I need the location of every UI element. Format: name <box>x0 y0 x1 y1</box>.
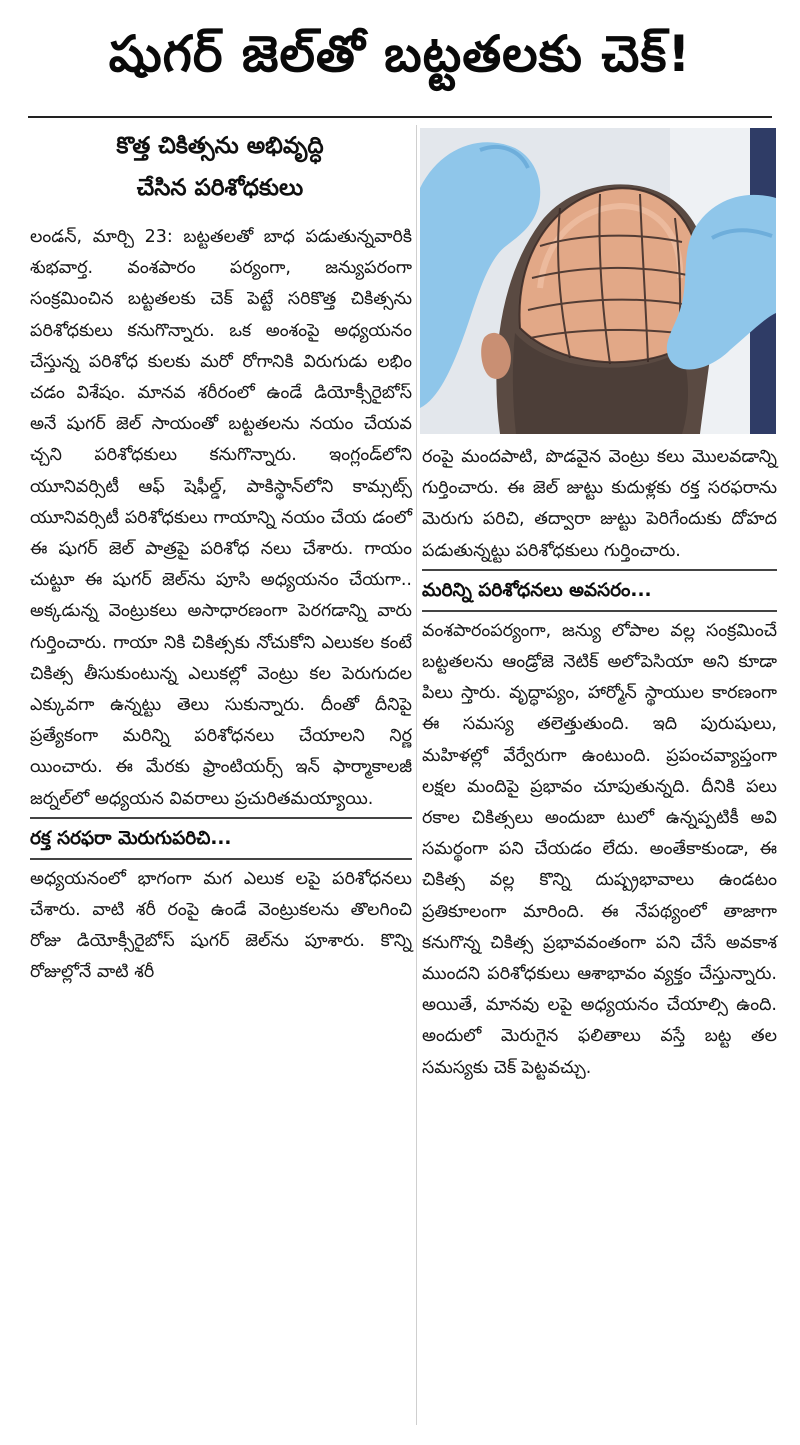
section-rule <box>422 569 777 571</box>
column-divider <box>416 125 417 1425</box>
left-paragraph-2: అధ్యయనంలో భాగంగా మగ ఎలుక లపై పరిశోధనలు చేశారు. వాటి శరీ రంపై ఉండే వెంట్రుకలను తొలగించి రోజు డియోక్సీరైబోస్ షుగర్ జెల్‌ను పూశారు. కొన్ని రోజుల్లోనే వాటి శరీ <box>30 868 412 983</box>
section-rule <box>422 610 777 612</box>
left-column <box>30 222 412 989</box>
headline: షుగర్ జెల్‌తో బట్టతలకు చెక్! <box>108 24 692 83</box>
right-paragraph-1: రంపై మందపాటి, పొడవైన వెంట్రు కలు మొలవడాన్ని గుర్తించారు. ఈ జెల్ జుట్టు కుదుళ్లకు రక్త సరఫరాను మెరుగు పరిచి, తద్వారా జుట్టు పెరిగేందుకు దోహద పడుతున్నట్టు పరిశోధకులు గుర్తించారు. <box>422 447 777 561</box>
section-head-blood-supply: రక్త సరఫరా మెరుగుపరిచి... <box>30 827 232 849</box>
left-paragraph-1: లండన్, మార్చి 23: బట్టతలతో బాధ పడుతున్నవారికి శుభవార్త. వంశపారం పర్యంగా, జన్యుపరంగా సంక్రమించిన బట్టతలకు చెక్ పెట్టే సరికొత్త చికిత్సను పరిశోధకులు కనుగొన్నారు. ఒక అంశంపై అధ్యయనం చేస్తున్న పరిశోధ కులకు మరో రోగానికి విరుగుడు లభిం చడం విశేషం. మానవ శరీరంలో ఉండే డియోక్సీరైబోస్ అనే షుగర్ జెల్ సాయంతో బట్టతలను నయం చేయవ చ్చని పరిశోధకులు కనుగొన్నారు. ఇంగ్లండ్‌లోని యూనివర్సిటీ ఆఫ్ షెఫీల్డ్, పాకిస్థాన్‌లోని కామ్సట్స్ యూనివర్సిటీ పరిశోధకులు గాయాన్ని నయం చేయ డంలో ఈ షుగర్ జెల్ పాత్రపై పరిశోధ నలు చేశారు. గాయం చుట్టూ ఈ షుగర్ జెల్‌ను పూసి అధ్యయనం చేయగా.. అక్కడున్న వెంట్రుకలు అసాధారణంగా పెరగడాన్ని వారు గుర్తించారు. గాయా నికి చికిత్సకు నోచుకోని ఎలుకల కంటే చికిత్స తీసుకుంటున్న ఎలుకల్లో వెంట్రు కల పెరుగుదల ఎక్కువగా ఉన్నట్టు తెలు సుకున్నారు. దీంతో దీనిపై ప్రత్యేకంగా మరిన్ని పరిశోధనలు చేయాలని నిర్ణ యించారు. ఈ మేరకు ఫ్రాంటియర్స్ ఇన్ ఫార్మాకాలజీ జర్నల్‌లో అధ్యయన వివరాలు ప్రచురితమయ్యాయి. <box>30 227 412 809</box>
right-paragraph-2: వంశపారంపర్యంగా, జన్యు లోపాల వల్ల సంక్రమించే బట్టతలను ఆండ్రోజె నెటిక్ అలోపెసియా అని కూడా పిలు స్తారు. వృద్ధాప్యం, హార్మోన్ స్థాయుల కారణంగా ఈ సమస్య తలెత్తుతుంది. ఇది పురుషులు, మహిళల్లో వేర్వేరుగా ఉంటుంది. ప్రపంచవ్యాప్తంగా లక్షల మందిపై ప్రభావం చూపుతున్నది. దీనికి పలు రకాల చికిత్సలు అందుబా టులో ఉన్నప్పటికీ అవి సమర్థంగా పని చేయడం లేదు. అంతేకాకుండా, ఈ చికిత్స వల్ల కొన్ని దుష్ప్రభావాలు ఉండటం ప్రతికూలంగా మారింది. ఈ నేపథ్యంలో తాజాగా కనుగొన్న చికిత్స ప్రభావవంతంగా పని చేసే అవకాశ ముందని పరిశోధకులు ఆశాభావం వ్యక్తం చేస్తున్నారు. అయితే, మానవు లపై అధ్యయనం చేయాల్సి ఉంది. అందులో మెరుగైన ఫలితాలు వస్తే బట్ట తల సమస్యకు చెక్ పెట్టవచ్చు. <box>422 620 777 1078</box>
subhead-line-2: చేసిన పరిశోధకులు <box>136 175 304 201</box>
bald-head-scalp-grid-photo <box>420 128 776 434</box>
subhead-line-1: కొత్త చికిత్సను అభివృద్ధి <box>116 133 324 159</box>
section-head-more-research: మరిన్ని పరిశోధనలు అవసరం... <box>422 579 652 601</box>
subhead <box>30 125 410 209</box>
section-rule <box>30 817 412 819</box>
section-rule <box>30 858 412 860</box>
right-column <box>422 442 777 1084</box>
headline-rule <box>28 116 772 118</box>
